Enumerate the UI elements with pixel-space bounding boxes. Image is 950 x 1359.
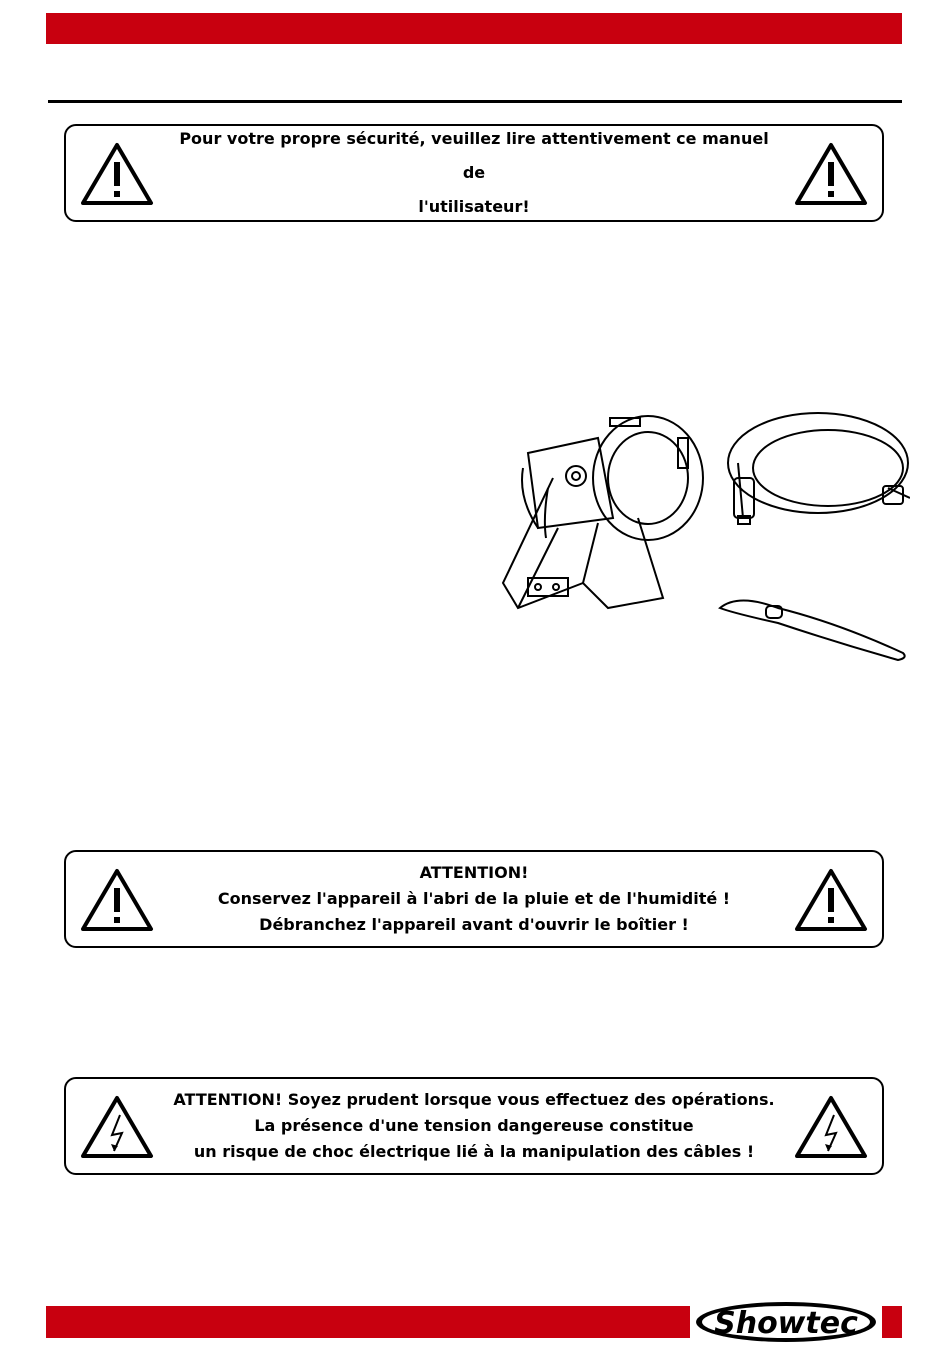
warning-line-2: l'utilisateur! [418, 197, 530, 216]
warning-line-2: La présence d'une tension dangereuse constitue [254, 1116, 694, 1135]
safety-warning-box [64, 124, 884, 222]
moisture-warning-box [64, 850, 884, 948]
electric-shock-warning-box [64, 1077, 884, 1175]
power-cable-image [728, 413, 910, 524]
exclamation-triangle-icon [794, 142, 868, 206]
header-bar [46, 13, 902, 44]
footer-bar-end [882, 1306, 902, 1338]
header-rule [48, 100, 902, 103]
par-light-fixture-image [503, 416, 703, 608]
showtec-logo [694, 1300, 878, 1344]
lightning-triangle-icon [80, 1095, 154, 1159]
footer-bar [46, 1306, 690, 1338]
product-illustration [498, 408, 910, 668]
warning-line-1: ATTENTION! [419, 863, 529, 882]
warning-line-3: Débranchez l'appareil avant d'ouvrir le boîtier ! [259, 915, 689, 934]
warning-line-3: un risque de choc électrique lié à la manipulation des câbles ! [193, 1142, 755, 1161]
exclamation-triangle-icon [794, 868, 868, 932]
warning-line-1: Pour votre propre sécurité, veuillez lire attentivement ce manuel de [179, 129, 769, 182]
exclamation-triangle-icon [80, 142, 154, 206]
warning-line-2: Conservez l'appareil à l'abri de la pluie et de l'humidité ! [217, 889, 731, 908]
safety-cable-image [720, 601, 905, 661]
exclamation-triangle-icon [80, 868, 154, 932]
lightning-triangle-icon [794, 1095, 868, 1159]
logo-text: Showtec [714, 1306, 858, 1341]
warning-line-1: ATTENTION! Soyez prudent lorsque vous effectuez des opérations. [173, 1090, 775, 1109]
